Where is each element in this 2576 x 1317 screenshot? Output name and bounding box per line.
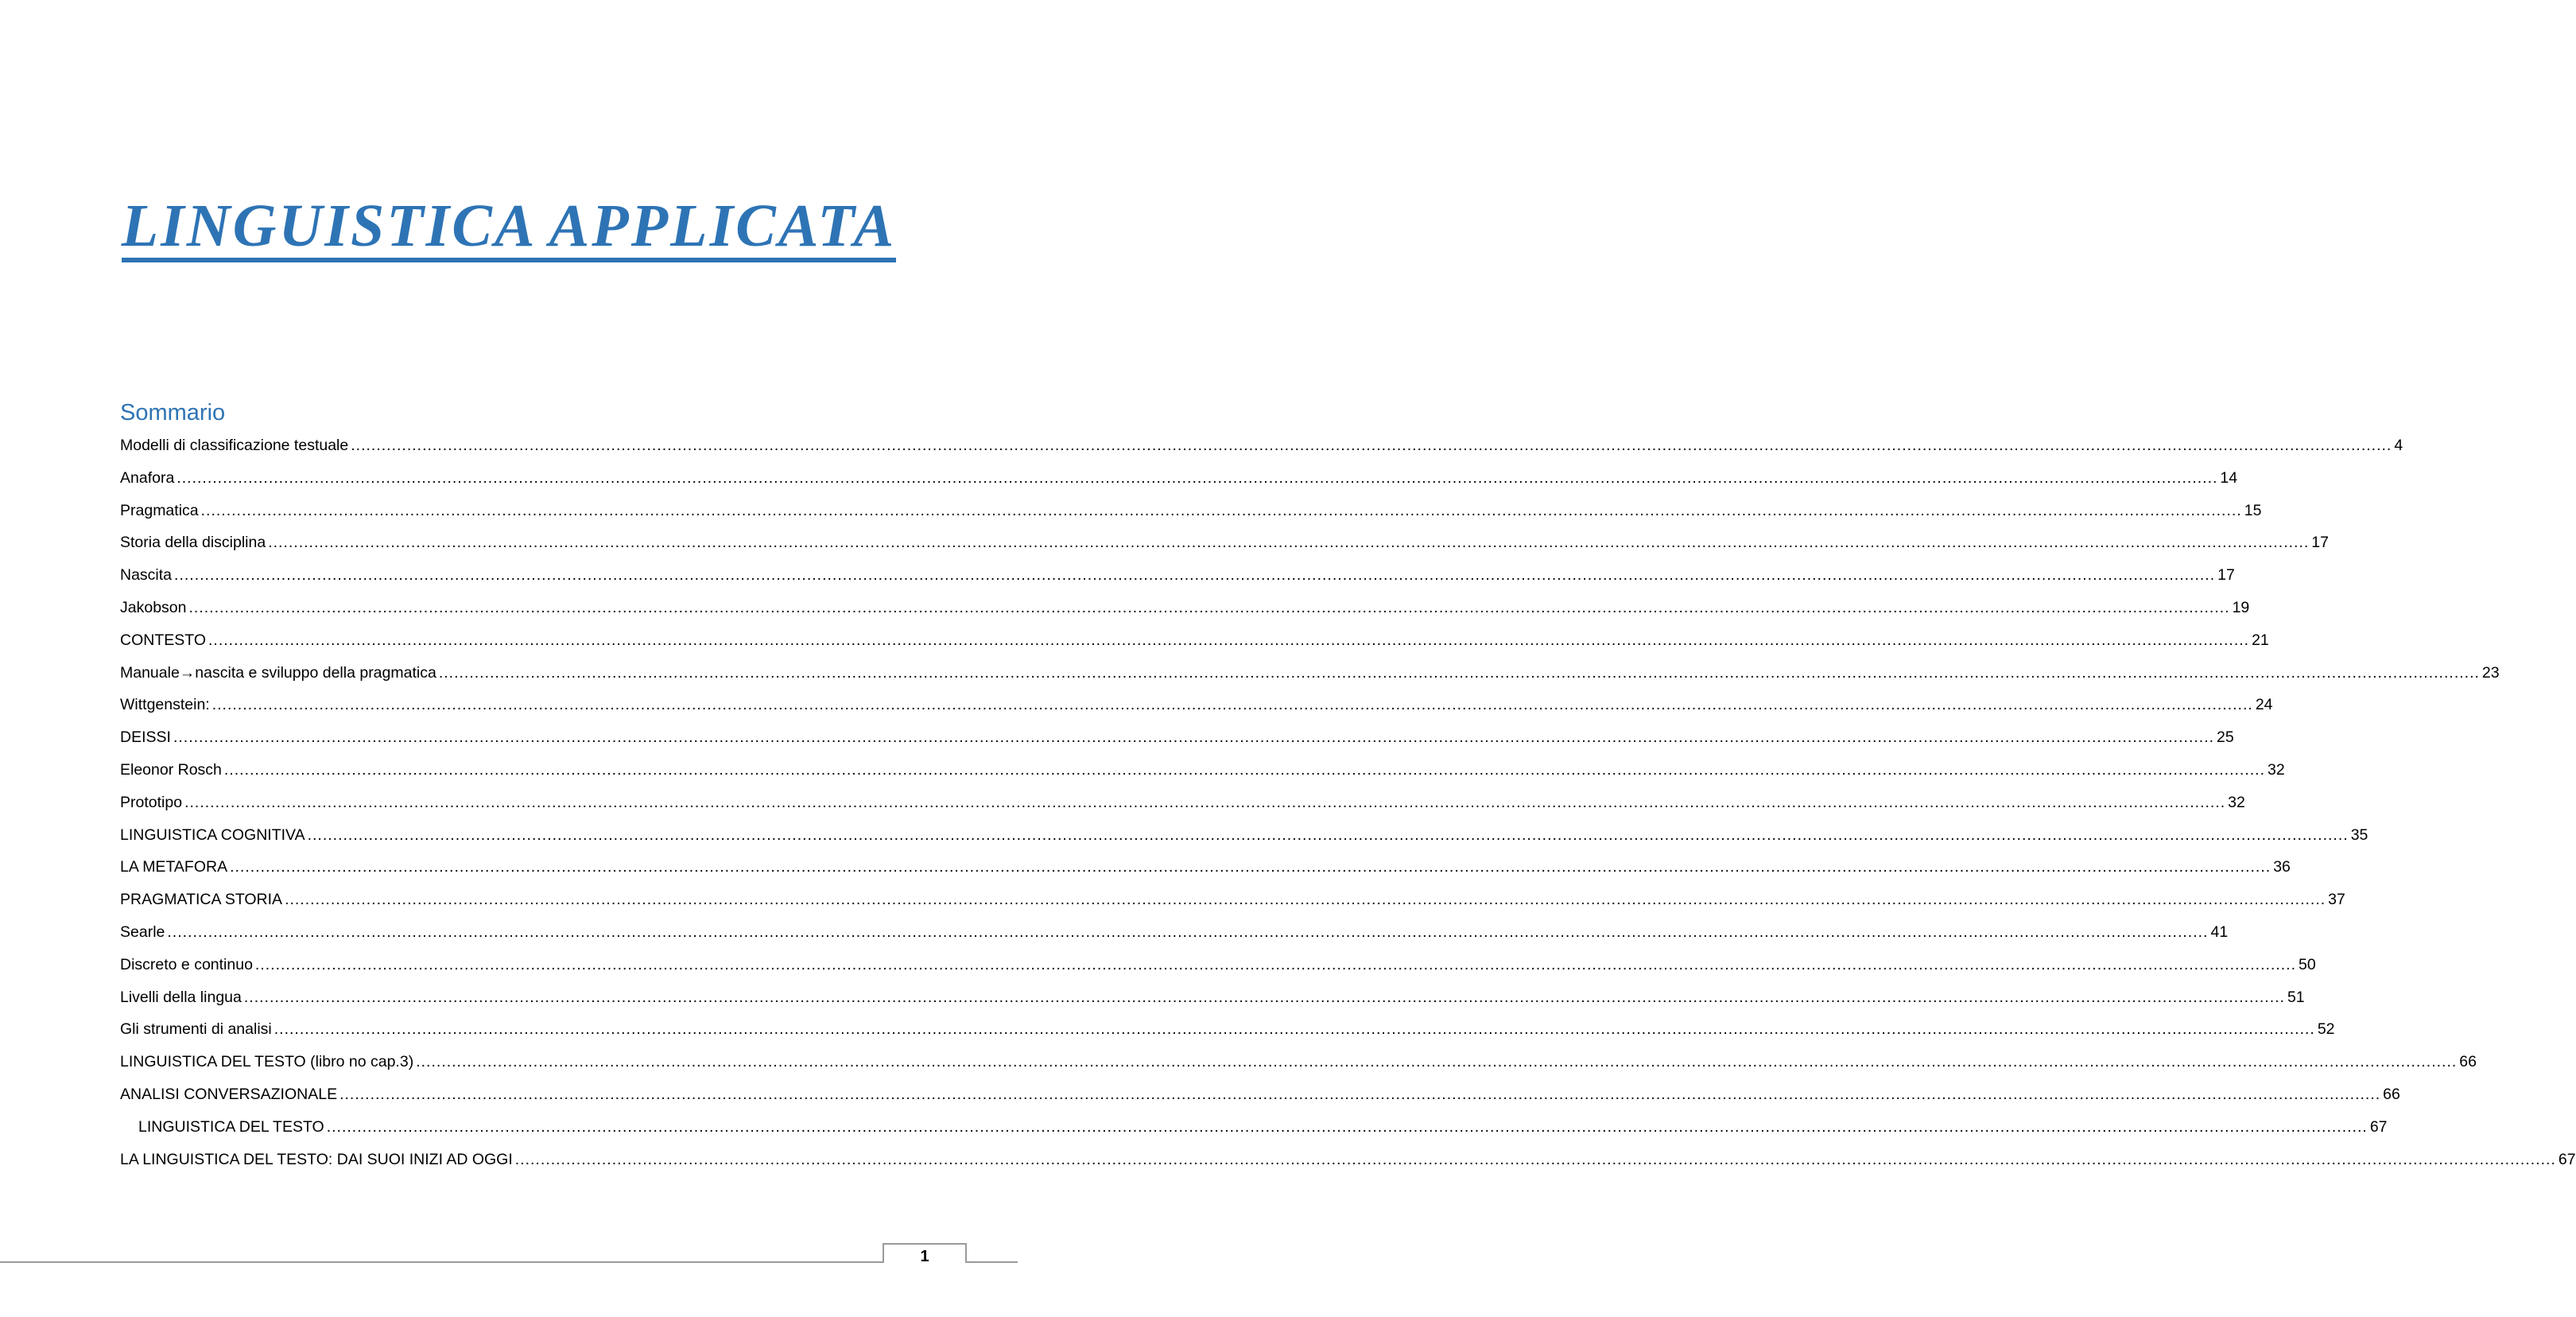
toc-entry[interactable] bbox=[120, 1019, 2335, 1051]
toc-dot-leader: ................................................................................................................................................................................................................................................................................................................................................................................................................ bbox=[167, 923, 2209, 941]
toc-entry-page: 35 bbox=[2350, 826, 2368, 844]
toc-dot-leader: ................................................................................................................................................................................................................................................................................................................................................................................................................ bbox=[174, 566, 2216, 585]
toc-entry-label: Storia della disciplina bbox=[120, 534, 266, 552]
toc-entry-page: 50 bbox=[2299, 955, 2316, 973]
toc-entry-page: 21 bbox=[2252, 631, 2269, 649]
toc-entry[interactable] bbox=[120, 1149, 2576, 1182]
toc-entry[interactable] bbox=[120, 435, 2403, 468]
toc-entry-label: Nascita bbox=[120, 566, 173, 585]
toc-dot-leader: ................................................................................................................................................................................................................................................................................................................................................................................................................ bbox=[339, 1085, 2381, 1103]
toc-entry-page: 32 bbox=[2268, 760, 2285, 779]
toc-entry-page: 52 bbox=[2317, 1020, 2335, 1039]
toc-entry-label: LA LINGUISTICA DEL TESTO: DAI SUOI INIZI AD OGGI bbox=[120, 1150, 513, 1168]
toc-dot-leader: ................................................................................................................................................................................................................................................................................................................................................................................................................ bbox=[416, 1053, 2458, 1071]
toc-dot-leader: ................................................................................................................................................................................................................................................................................................................................................................................................................ bbox=[177, 468, 2218, 487]
toc-entry-label: Manuale→nascita e sviluppo della pragmatica bbox=[120, 663, 436, 682]
toc-entry-label: ANALISI CONVERSAZIONALE bbox=[120, 1085, 338, 1103]
toc-dot-leader: ................................................................................................................................................................................................................................................................................................................................................................................................................ bbox=[351, 437, 2392, 454]
toc-entry[interactable] bbox=[120, 565, 2235, 597]
toc-entry[interactable] bbox=[120, 532, 2329, 565]
toc-entry[interactable] bbox=[120, 727, 2234, 760]
toc-entry-label: DEISSI bbox=[120, 728, 171, 747]
toc-entry-page: 23 bbox=[2481, 663, 2500, 682]
toc-dot-leader: ................................................................................................................................................................................................................................................................................................................................................................................................................ bbox=[223, 760, 2265, 779]
toc-entry[interactable] bbox=[120, 468, 2238, 500]
toc-entry-label: LINGUISTICA DEL TESTO (libro no cap.3) bbox=[120, 1053, 414, 1071]
toc-dot-leader: ................................................................................................................................................................................................................................................................................................................................................................................................................ bbox=[243, 988, 2285, 1006]
toc-entry-label: Jakobson bbox=[120, 598, 187, 616]
toc-entry-label: Searle bbox=[120, 923, 165, 941]
toc-dot-leader: ................................................................................................................................................................................................................................................................................................................................................................................................................ bbox=[285, 891, 2326, 909]
toc-entry[interactable] bbox=[120, 1051, 2477, 1084]
toc-dot-leader: ................................................................................................................................................................................................................................................................................................................................................................................................................ bbox=[200, 501, 2242, 519]
toc-entry[interactable] bbox=[120, 987, 2305, 1020]
toc-entry-label: Anafora bbox=[120, 468, 175, 487]
toc-entry-page: 15 bbox=[2244, 501, 2262, 519]
table-of-contents bbox=[120, 435, 2576, 1181]
toc-entry-label: Discreto e continuo bbox=[120, 955, 253, 973]
toc-dot-leader: ................................................................................................................................................................................................................................................................................................................................................................................................................ bbox=[173, 728, 2215, 747]
toc-entry[interactable] bbox=[120, 662, 2500, 695]
toc-dot-leader: ................................................................................................................................................................................................................................................................................................................................................................................................................ bbox=[211, 696, 2253, 714]
toc-entry[interactable] bbox=[120, 597, 2250, 630]
toc-entry-label: LA METAFORA bbox=[120, 858, 228, 876]
toc-entry[interactable] bbox=[120, 825, 2368, 857]
toc-entry-label: Pragmatica bbox=[120, 501, 199, 519]
toc-dot-leader: ................................................................................................................................................................................................................................................................................................................................................................................................................ bbox=[326, 1117, 2368, 1136]
toc-dot-leader: ................................................................................................................................................................................................................................................................................................................................................................................................................ bbox=[268, 534, 2310, 552]
toc-entry-label: PRAGMATICA STORIA bbox=[120, 891, 283, 909]
toc-dot-leader: ................................................................................................................................................................................................................................................................................................................................................................................................................ bbox=[438, 663, 2480, 682]
toc-entry-page: 17 bbox=[2217, 566, 2235, 585]
toc-entry-page: 24 bbox=[2255, 696, 2273, 714]
document-title bbox=[0, 192, 1018, 262]
toc-entry-label: Gli strumenti di analisi bbox=[120, 1020, 272, 1039]
toc-dot-leader: ................................................................................................................................................................................................................................................................................................................................................................................................................ bbox=[254, 955, 2297, 973]
page-number: 1 bbox=[920, 1248, 929, 1265]
toc-entry-page: 41 bbox=[2210, 923, 2229, 941]
toc-entry[interactable] bbox=[120, 760, 2285, 792]
toc-entry[interactable] bbox=[120, 922, 2229, 954]
toc-entry-page: 66 bbox=[2459, 1053, 2477, 1071]
toc-entry-page: 37 bbox=[2328, 891, 2345, 909]
toc-entry-page: 67 bbox=[2369, 1117, 2388, 1136]
toc-entry-page: 67 bbox=[2558, 1150, 2576, 1168]
toc-entry-page: 4 bbox=[2394, 437, 2403, 454]
toc-entry-label: CONTESTO bbox=[120, 631, 206, 649]
toc-dot-leader: ................................................................................................................................................................................................................................................................................................................................................................................................................ bbox=[274, 1020, 2315, 1039]
toc-entry[interactable] bbox=[120, 954, 2316, 987]
toc-entry[interactable] bbox=[120, 694, 2273, 727]
toc-dot-leader: ................................................................................................................................................................................................................................................................................................................................................................................................................ bbox=[184, 793, 2226, 811]
footer-rule bbox=[0, 1261, 1018, 1263]
document-title-text: LINGUISTICA APPLICATA bbox=[122, 196, 897, 262]
toc-entry-page: 14 bbox=[2220, 468, 2238, 487]
toc-entry-label: Livelli della lingua bbox=[120, 988, 242, 1006]
toc-entry-label: LINGUISTICA DEL TESTO bbox=[138, 1117, 324, 1136]
toc-dot-leader: ................................................................................................................................................................................................................................................................................................................................................................................................................ bbox=[208, 631, 2250, 649]
toc-entry[interactable] bbox=[120, 1084, 2400, 1117]
toc-entry-page: 51 bbox=[2287, 988, 2305, 1006]
toc-entry-page: 17 bbox=[2311, 534, 2329, 552]
toc-entry[interactable] bbox=[120, 857, 2291, 889]
toc-entry[interactable] bbox=[120, 630, 2269, 662]
toc-entry-page: 19 bbox=[2232, 598, 2250, 616]
toc-dot-leader: ................................................................................................................................................................................................................................................................................................................................................................................................................ bbox=[230, 858, 2271, 876]
toc-entry[interactable] bbox=[120, 792, 2245, 825]
toc-entry-label: Eleonor Rosch bbox=[120, 760, 222, 779]
toc-dot-leader: ................................................................................................................................................................................................................................................................................................................................................................................................................ bbox=[188, 598, 2230, 616]
toc-entry-label: LINGUISTICA COGNITIVA bbox=[120, 826, 305, 844]
toc-entry-page: 66 bbox=[2383, 1085, 2400, 1103]
toc-entry[interactable] bbox=[120, 500, 2262, 533]
toc-entry-page: 36 bbox=[2273, 858, 2291, 876]
toc-entry-page: 25 bbox=[2217, 728, 2234, 747]
toc-dot-leader: ................................................................................................................................................................................................................................................................................................................................................................................................................ bbox=[514, 1150, 2556, 1168]
toc-heading: Sommario bbox=[120, 400, 226, 425]
toc-entry-label: Wittgenstein: bbox=[120, 696, 210, 714]
toc-entry[interactable] bbox=[120, 1117, 2388, 1149]
toc-dot-leader: ................................................................................................................................................................................................................................................................................................................................................................................................................ bbox=[307, 826, 2349, 844]
toc-entry-label: Modelli di classificazione testuale bbox=[120, 437, 349, 454]
toc-entry-label: Prototipo bbox=[120, 793, 183, 811]
toc-entry-page: 32 bbox=[2228, 793, 2245, 811]
toc-entry[interactable] bbox=[120, 889, 2345, 922]
